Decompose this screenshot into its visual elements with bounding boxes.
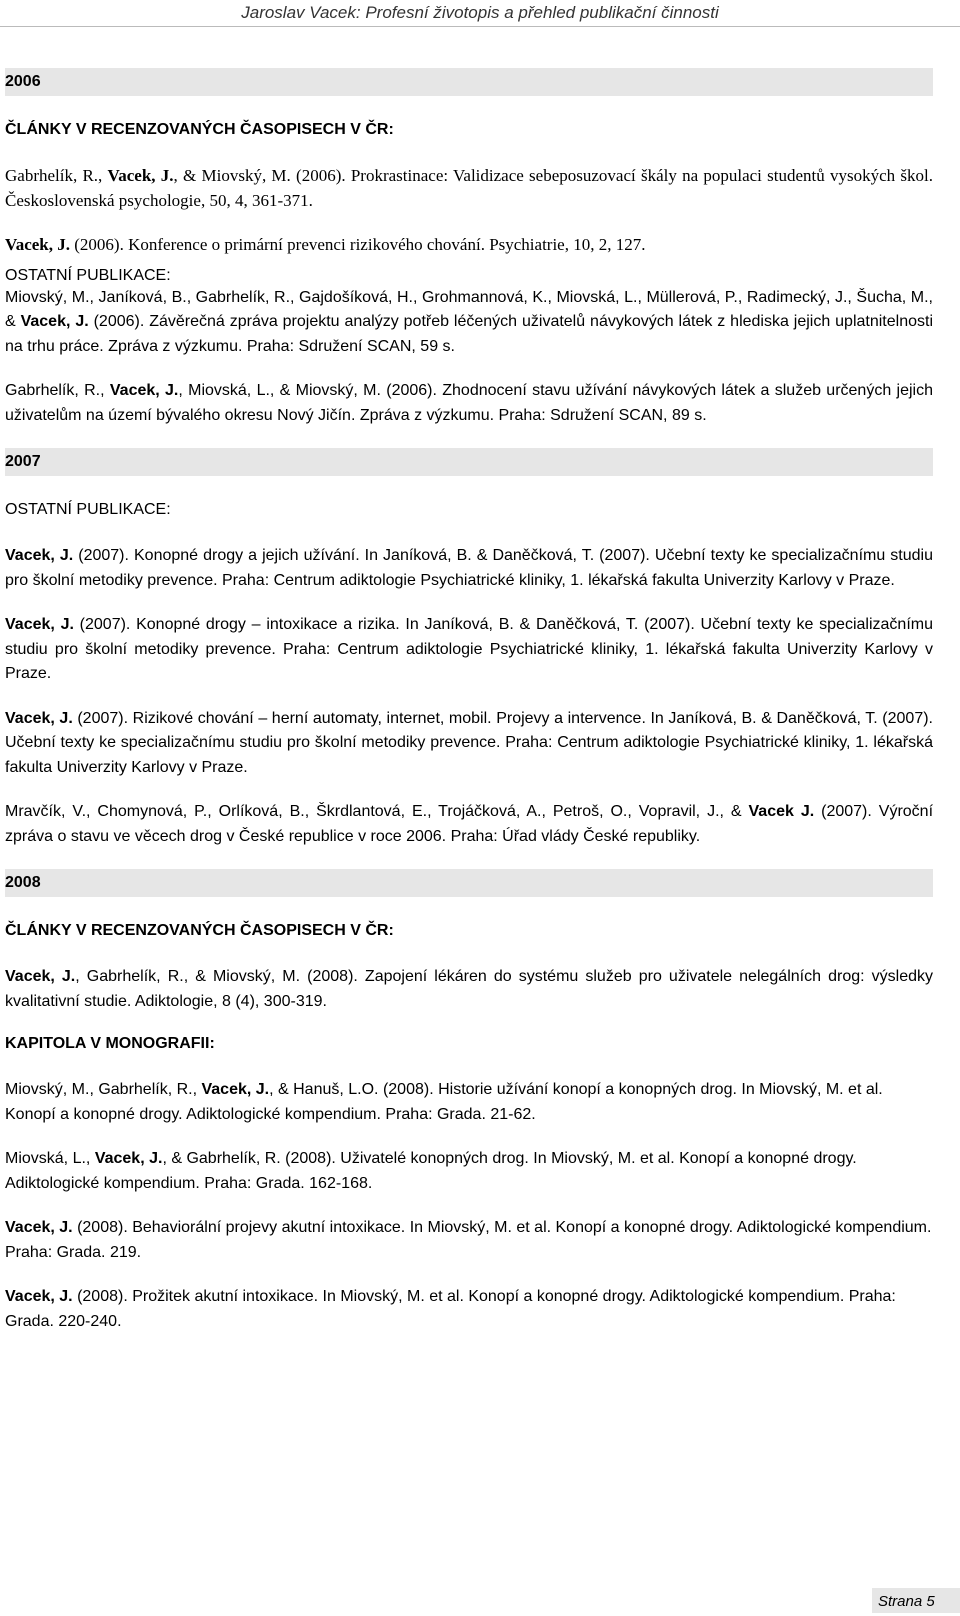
publication-entry: Vacek, J. (2007). Konopné drogy – intoxikace a rizika. In Janíková, B. & Daněčková, T. (2007). Učební texty ke specializačnímu studiu pro školní metodiky prevence. Praha: Centrum adiktologie Psychiatrické kliniky, 1. lékařská fakulta Univerzity Karlovy v Praze. (5, 616, 933, 682)
category-heading-other: OSTATNÍ PUBLIKACE: (5, 501, 171, 518)
page-number: Strana 5 (872, 1588, 960, 1613)
publication-entry: Gabrhelík, R., Vacek, J., Miovská, L., & Miovský, M. (2006). Zhodnocení stavu užívání návykových látek a služeb určených jejich uživatelům na území bývalého okresu Nový Jičín. Zpráva z výzkumu. Praha: Sdružení SCAN, 89 s. (5, 382, 933, 424)
publication-entry: Gabrhelík, R., Vacek, J., & Miovský, M. (2006). Prokrastinace: Validizace sebeposuzovací škály na populaci studentů vysokých škol. Československá psychologie, 50, 4, 361-371. (5, 166, 933, 210)
year-heading-2006: 2006 (5, 68, 933, 96)
category-heading-articles: ČLÁNKY V RECENZOVANÝCH ČASOPISECH V ČR: (5, 121, 394, 138)
publication-entry: Vacek, J. (2007). Rizikové chování – herní automaty, internet, mobil. Projevy a intervence. In Janíková, B. & Daněčková, T. (2007). Učební texty ke specializačnímu studiu pro školní metodiky prevence. Praha: Centrum adiktologie Psychiatrické kliniky, 1. lékařská fakulta Univerzity Karlovy v Praze. (5, 709, 933, 776)
category-heading-other: OSTATNÍ PUBLIKACE: (5, 266, 171, 284)
publication-entry: Vacek, J., Gabrhelík, R., & Miovský, M. (2008). Zapojení lékáren do systému služeb pro uživatele nelegálních drog: výsledky kvalitativní studie. Adiktologie, 8 (4), 300-319. (5, 968, 933, 1010)
publication-entry: Mravčík, V., Chomynová, P., Orlíková, B., Škrdlantová, E., Trojáčková, A., Petroš, O., Vopravil, J., & Vacek J. (2007). Výroční zpráva o stavu ve věcech drog v České republice v roce 2006. Praha: Úřad vlády České republiky. (5, 803, 934, 845)
category-heading-articles: ČLÁNKY V RECENZOVANÝCH ČASOPISECH V ČR: (5, 922, 394, 939)
page-footer (0, 1588, 960, 1613)
publication-entry: Miovský, M., Gabrhelík, R., Vacek, J., & Hanuš, L.O. (2008). Historie užívání konopí a konopných drog. In Miovský, M. et al. Konopí a konopné drogy. Adiktologické kompendium. Praha: Grada. 21-62. (5, 1081, 883, 1123)
publication-entry: Vacek, J. (2007). Konopné drogy a jejich užívání. In Janíková, B. & Daněčková, T. (2007). Učební texty ke specializačnímu studiu pro školní metodiky prevence. Praha: Centrum adiktologie Psychiatrické kliniky, 1. lékařská fakulta Univerzity Karlovy v Praze. (5, 547, 933, 589)
year-heading-2008: 2008 (5, 869, 933, 897)
category-heading-chapter: KAPITOLA V MONOGRAFII: (5, 1035, 215, 1052)
year-heading-2007: 2007 (5, 448, 933, 476)
page-header: Jaroslav Vacek: Profesní životopis a přehled publikační činnosti (0, 0, 960, 27)
publication-entry: Miovský, M., Janíková, B., Gabrhelík, R., Gajdošíková, H., Grohmannová, K., Miovská, L., Müllerová, P., Radimecký, J., Šucha, M., & Vacek, J. (2006). Závěrečná zpráva projektu analýzy potřeb léčených uživatelů návykových látek z hlediska jejich uplatnitelnosti na trhu práce. Zpráva z výzkumu. Praha: Sdružení SCAN, 59 s. (5, 288, 934, 355)
publication-entry: Vacek, J. (2008). Behaviorální projevy akutní intoxikace. In Miovský, M. et al. Konopí a konopné drogy. Adiktologické kompendium. Praha: Grada. 219. (5, 1219, 932, 1261)
publication-entry: Vacek, J. (2006). Konference o primární prevenci rizikového chování. Psychiatrie, 10, 2, 127. (5, 235, 646, 254)
publication-entry: Vacek, J. (2008). Prožitek akutní intoxikace. In Miovský, M. et al. Konopí a konopné drogy. Adiktologické kompendium. Praha: Grada. 220-240. (5, 1288, 896, 1330)
publication-entry: Miovská, L., Vacek, J., & Gabrhelík, R. (2008). Uživatelé konopných drog. In Miovský, M. et al. Konopí a konopné drogy. Adiktologické kompendium. Praha: Grada. 162-168. (5, 1150, 857, 1192)
publication-list (5, 68, 933, 1354)
